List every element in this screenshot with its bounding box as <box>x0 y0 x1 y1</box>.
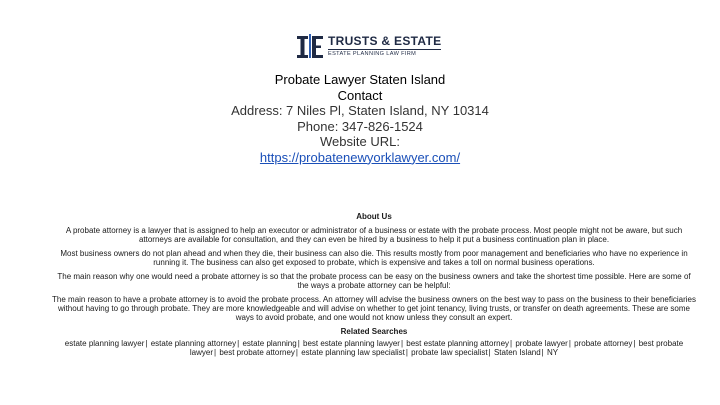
related-search-link[interactable]: best probate lawyer <box>189 339 684 358</box>
firm-logo[interactable] <box>296 32 441 60</box>
contact-block <box>0 72 720 165</box>
logo-wordmark <box>328 35 441 58</box>
about-heading: About Us <box>356 212 392 221</box>
related-searches-list <box>52 339 696 357</box>
about-paragraph-3: The main reason why one would need a probate attorney is so that the probate process can be easy on the business owners and take the shortest time possible. Here are some of the ways a probate attorney can be helpful: <box>57 272 691 291</box>
about-paragraph-2: Most business owners do not plan ahead and when they die, their business can also die. This results mostly from poor management and beneficiaries who have no experience in running it. The business can also get exposed to probate, which is expensive and takes a toll on normal business operations. <box>60 249 688 268</box>
website-label: Website URL: <box>320 134 400 149</box>
logo-subtitle: ESTATE PLANNING LAW FIRM <box>328 50 417 57</box>
related-search-link[interactable]: probate law specialist <box>411 348 488 358</box>
article-body <box>52 212 696 362</box>
address-text: Address: 7 Niles Pl, Staten Island, NY 10314 <box>231 103 489 118</box>
page-title: Probate Lawyer Staten Island <box>274 72 446 87</box>
related-search-link[interactable]: best probate attorney <box>219 348 295 358</box>
separator: | <box>214 348 217 358</box>
separator: | <box>510 339 513 349</box>
separator: | <box>237 339 240 349</box>
related-search-link[interactable]: estate planning law specialist <box>301 348 405 358</box>
related-search-link[interactable]: best estate planning attorney <box>406 339 510 349</box>
separator: | <box>633 339 636 349</box>
related-search-link[interactable]: probate lawyer <box>515 339 568 349</box>
separator: | <box>297 339 300 349</box>
website-link[interactable]: https://probatenewyorklawyer.com/ <box>259 149 461 165</box>
about-paragraph-1: A probate attorney is a lawyer that is assigned to help an executor or administrator of a business or estate with the probate process. Most people might not be aware, but such attorneys are available for consultation, and they can even be hired by a business to help it put a business continuation plan in place. <box>65 226 683 245</box>
separator: | <box>405 348 408 358</box>
logo-divider <box>328 49 441 50</box>
logo-name: TRUSTS & ESTATE <box>328 33 442 48</box>
separator: | <box>295 348 298 358</box>
related-search-link[interactable]: best estate planning lawyer <box>303 339 400 349</box>
related-search-link[interactable]: NY <box>546 348 559 358</box>
related-search-link[interactable]: Staten Island <box>493 348 541 358</box>
contact-heading: Contact <box>337 87 383 103</box>
related-search-link[interactable]: estate planning attorney <box>150 339 237 349</box>
law-firm-emblem-icon <box>296 33 324 59</box>
separator: | <box>145 339 148 349</box>
related-search-link[interactable]: estate planning lawyer <box>64 339 145 349</box>
about-paragraph-4: The main reason to have a probate attorney is to avoid the probate process. An attorney will advise the business owners on the best way to pass on the business to their beneficiaries without having to go through probate. They are more knowledgeable and will advise on whether to get joint tenancy, living trusts, or transfer on death agreements. These are some ways to avoid probate, and one would not know unless they consult an expert. <box>52 294 696 323</box>
related-searches-heading: Related Searches <box>340 327 408 337</box>
related-search-link[interactable]: probate attorney <box>574 339 633 349</box>
separator: | <box>400 339 404 349</box>
separator: | <box>488 348 491 358</box>
related-search-link[interactable]: estate planning <box>242 339 297 349</box>
separator: | <box>541 348 544 358</box>
separator: | <box>568 339 571 349</box>
phone-text: Phone: 347-826-1524 <box>297 118 423 134</box>
